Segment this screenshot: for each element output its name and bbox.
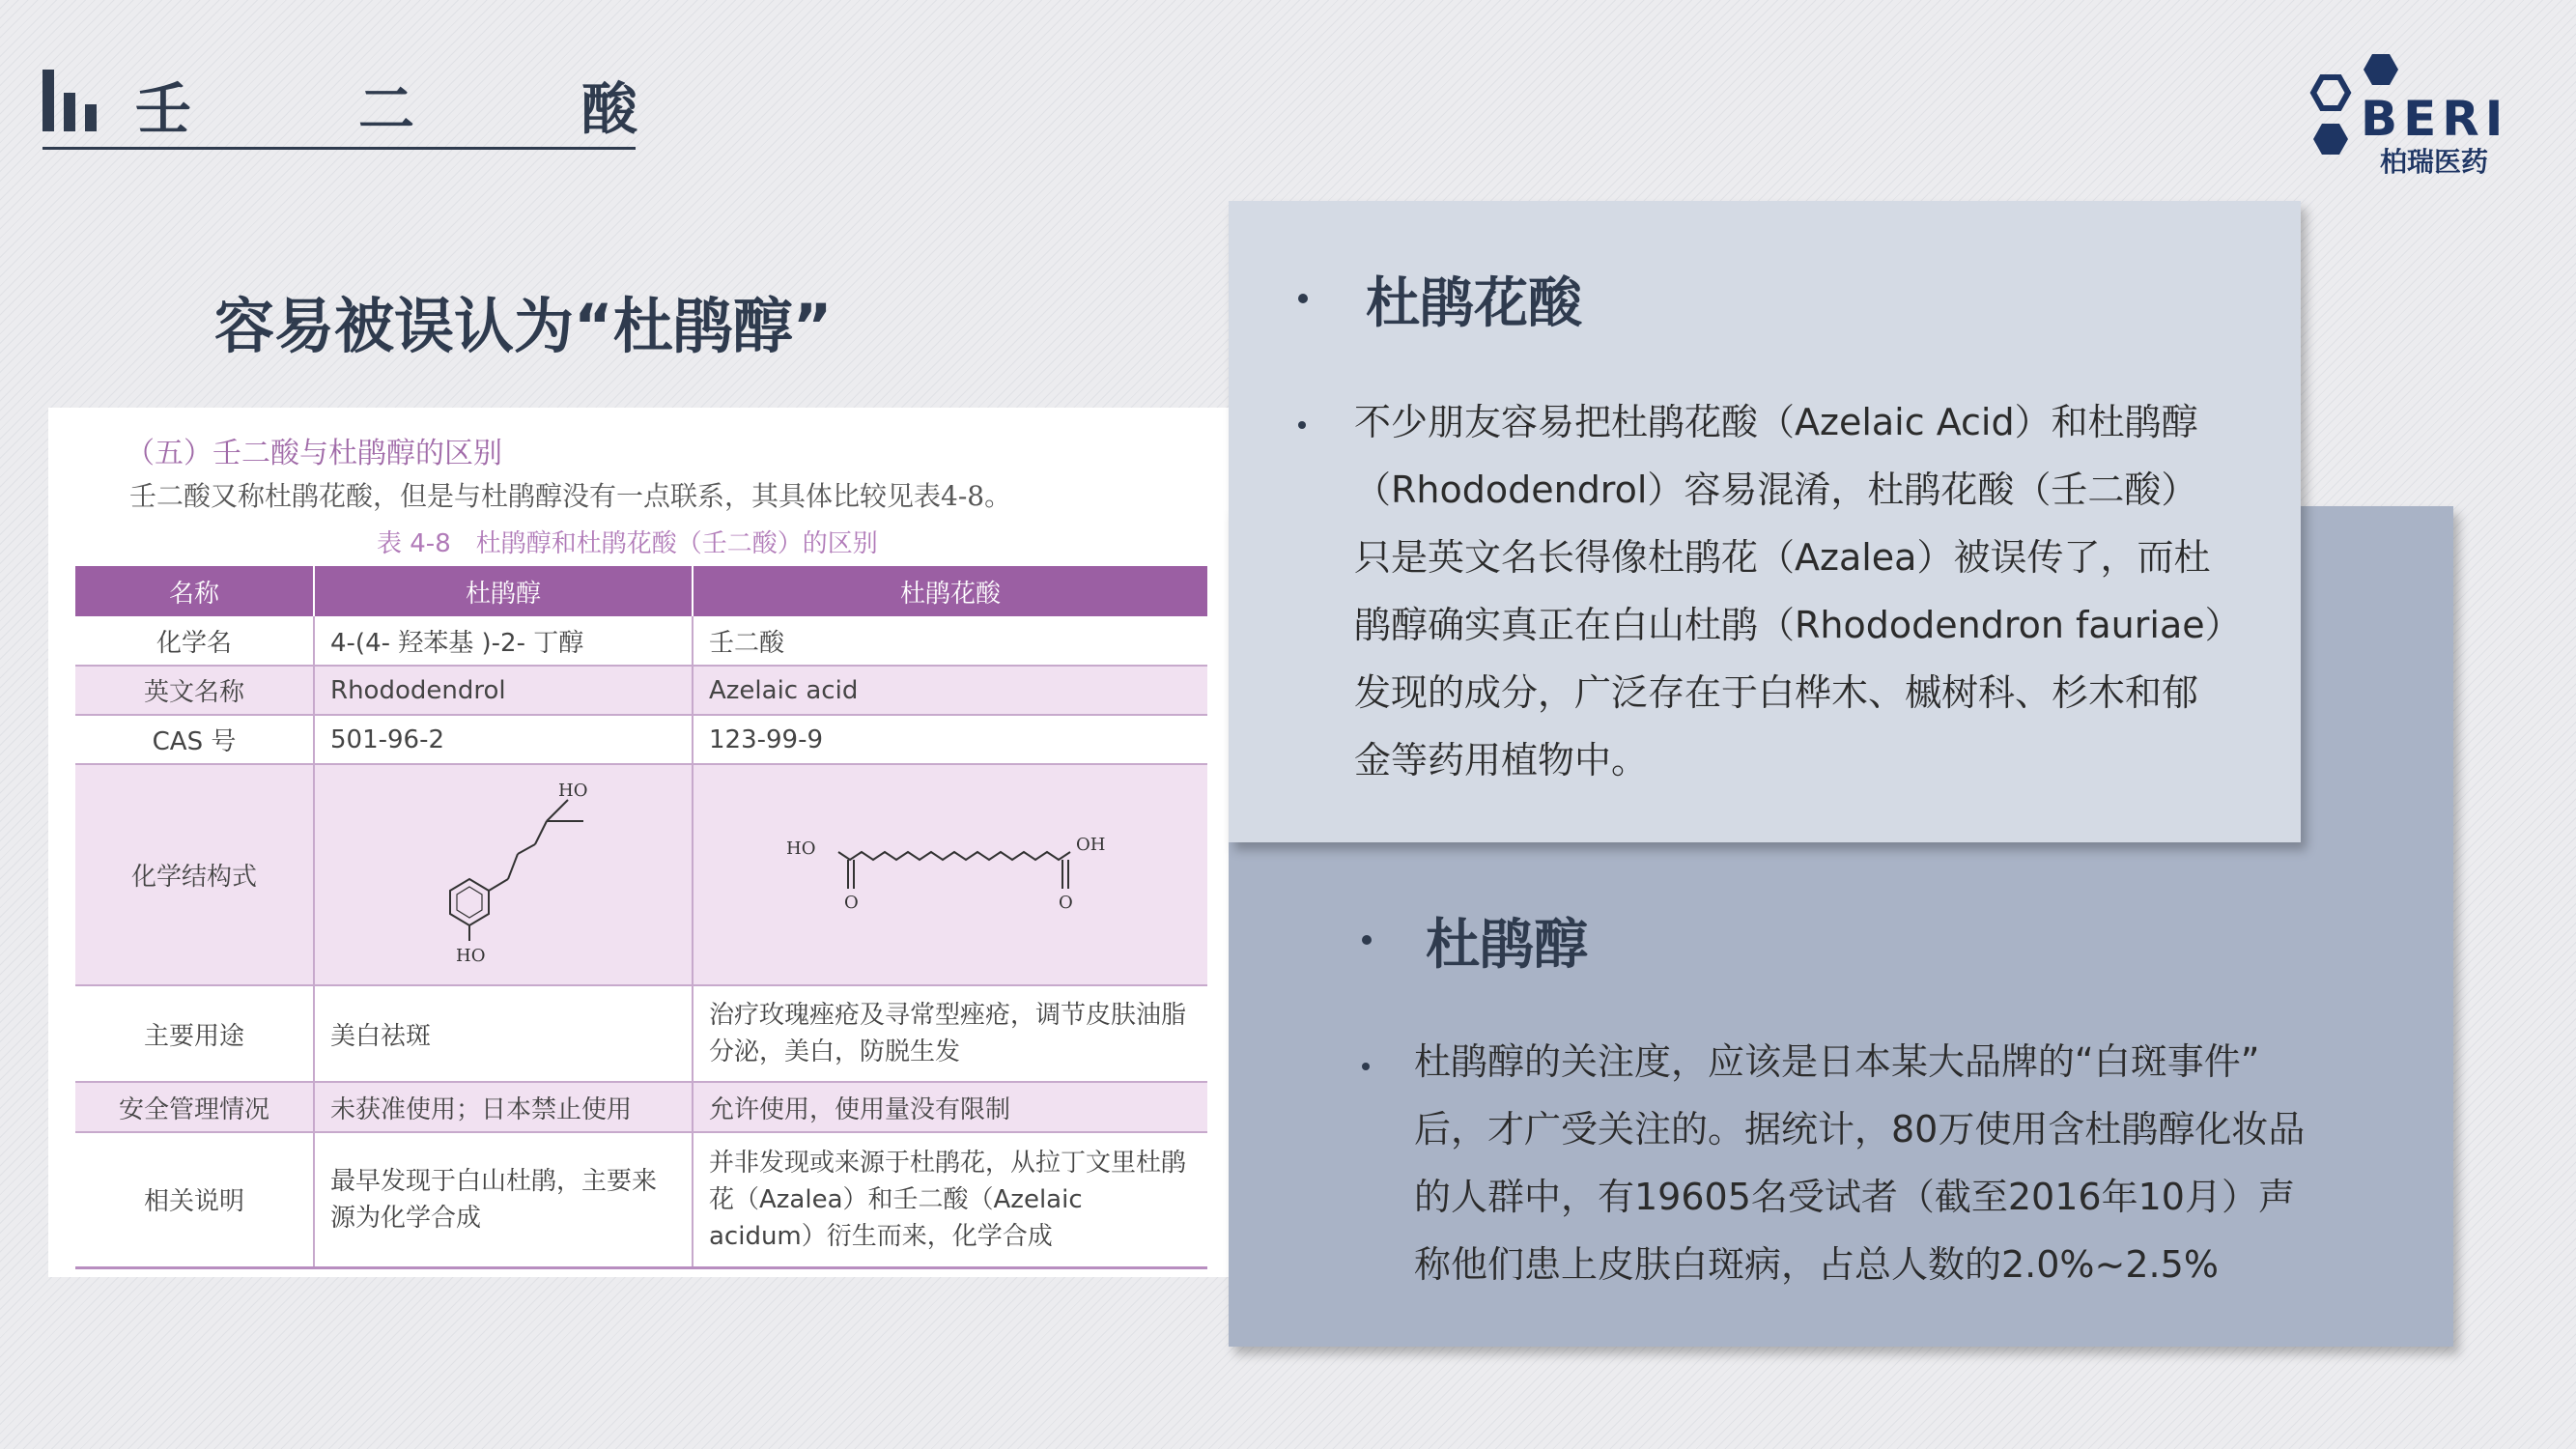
section-heading: （五）壬二酸与杜鹃醇的区别 [126, 437, 502, 470]
row-label: CAS 号 [75, 715, 314, 764]
bullet-dot [1362, 1063, 1370, 1070]
section-text: 壬二酸又称杜鹃花酸，但是与杜鹃醇没有一点联系，其具体比较见表4-8。 [129, 480, 1012, 512]
row-label: 化学名 [75, 616, 314, 666]
structure-label-ho: HO [558, 781, 588, 801]
cell-azelaic: 允许使用，使用量没有限制 [693, 1082, 1207, 1132]
column-header: 杜鹃醇 [314, 566, 693, 616]
cell-azelaic: 并非发现或来源于杜鹃花，从拉丁文里杜鹃花（Azalea）和壬二酸（Azelaic acidum）衍生而来，化学合成 [693, 1132, 1207, 1267]
structure-label-o: O [844, 893, 859, 913]
body-line: 称他们患上皮肤白斑病，占总人数的2.0%~2.5% [1414, 1243, 2219, 1286]
panel-body [1354, 388, 2242, 794]
table-row [75, 764, 1207, 985]
body-line: 只是英文名长得像杜鹃花（Azalea）被误传了，而杜 [1354, 536, 2211, 579]
body-line: 不少朋友容易把杜鹃花酸（Azelaic Acid）和杜鹃醇 [1354, 401, 2198, 443]
body-line: 的人群中，有19605名受试者（截至2016年10月）声 [1414, 1176, 2295, 1218]
cell-rhododendrol: 未获准使用；日本禁止使用 [314, 1082, 693, 1132]
bullet-dot [1298, 294, 1308, 303]
table-row [75, 715, 1207, 764]
logo-text: BERI [2361, 91, 2509, 147]
table-row [75, 616, 1207, 666]
azelaic-structure [693, 764, 1207, 985]
panel-body [1414, 1028, 2305, 1298]
table-caption: 表 4-8 杜鹃醇和杜鹃花酸（壬二酸）的区别 [377, 529, 878, 558]
structure-label-oh: OH [1076, 835, 1106, 855]
cell-azelaic: 123-99-9 [693, 715, 1207, 764]
cell-azelaic: Azelaic acid [693, 666, 1207, 715]
title-char: 二 [357, 76, 414, 142]
row-label: 安全管理情况 [75, 1082, 314, 1132]
panel-heading: 杜鹃醇 [1426, 914, 1588, 977]
bar-chart-icon [42, 70, 102, 131]
cell-azelaic: 壬二酸 [693, 616, 1207, 666]
body-line: 发现的成分，广泛存在于白桦木、槭树科、杉木和郁 [1354, 671, 2199, 714]
cell-rhododendrol: 美白祛斑 [314, 985, 693, 1082]
row-label: 化学结构式 [75, 764, 314, 985]
structure-label-ho: HO [456, 946, 486, 966]
body-line: 金等药用植物中。 [1354, 739, 1649, 781]
body-line: 后，才广受关注的。据统计，80万使用含杜鹃醇化妆品 [1414, 1108, 2306, 1151]
row-label: 相关说明 [75, 1132, 314, 1267]
title-underline [42, 147, 636, 150]
structure-label-o: O [1059, 893, 1073, 913]
comparison-table [75, 566, 1207, 1269]
subtitle: 容易被误认为“杜鹃醇” [214, 291, 833, 361]
cell-rhododendrol: 最早发现于白山杜鹃，主要来源为化学合成 [314, 1132, 693, 1267]
body-line: 杜鹃醇的关注度，应该是日本某大品牌的“白斑事件” [1414, 1040, 2260, 1083]
cell-rhododendrol: 501-96-2 [314, 715, 693, 764]
table-header-row [75, 566, 1207, 616]
column-header: 名称 [75, 566, 314, 616]
table-row [75, 1082, 1207, 1132]
logo-cn-text: 柏瑞医药 [2380, 146, 2489, 178]
body-line: （Rhododendrol）容易混淆，杜鹃花酸（壬二酸） [1354, 469, 2198, 511]
column-header: 杜鹃花酸 [693, 566, 1207, 616]
cell-rhododendrol: 4-(4- 羟苯基 )-2- 丁醇 [314, 616, 693, 666]
rhododendrol-structure [314, 764, 693, 985]
bullet-dot [1362, 935, 1372, 945]
page-title [135, 64, 637, 145]
title-char: 壬 [135, 76, 192, 142]
bullet-dot [1298, 421, 1306, 429]
rhododendrol-structure-diagram [315, 765, 692, 978]
azelaic-acid-panel [1229, 201, 2301, 842]
row-label: 英文名称 [75, 666, 314, 715]
table-row [75, 985, 1207, 1082]
beri-logo [2299, 44, 2531, 180]
comparison-image-card [48, 408, 1229, 1277]
cell-rhododendrol: Rhododendrol [314, 666, 693, 715]
title-char: 酸 [580, 76, 637, 142]
cell-azelaic: 治疗玫瑰痤疮及寻常型痤疮，调节皮肤油脂分泌，美白，防脱生发 [693, 985, 1207, 1082]
structure-label-ho: HO [786, 838, 816, 859]
body-line: 鹃醇确实真正在白山杜鹃（Rhododendron fauriae） [1354, 604, 2242, 646]
row-label: 主要用途 [75, 985, 314, 1082]
azelaic-structure-diagram [694, 765, 1207, 978]
panel-heading: 杜鹃花酸 [1366, 272, 1582, 335]
table-row [75, 666, 1207, 715]
table-row [75, 1132, 1207, 1267]
